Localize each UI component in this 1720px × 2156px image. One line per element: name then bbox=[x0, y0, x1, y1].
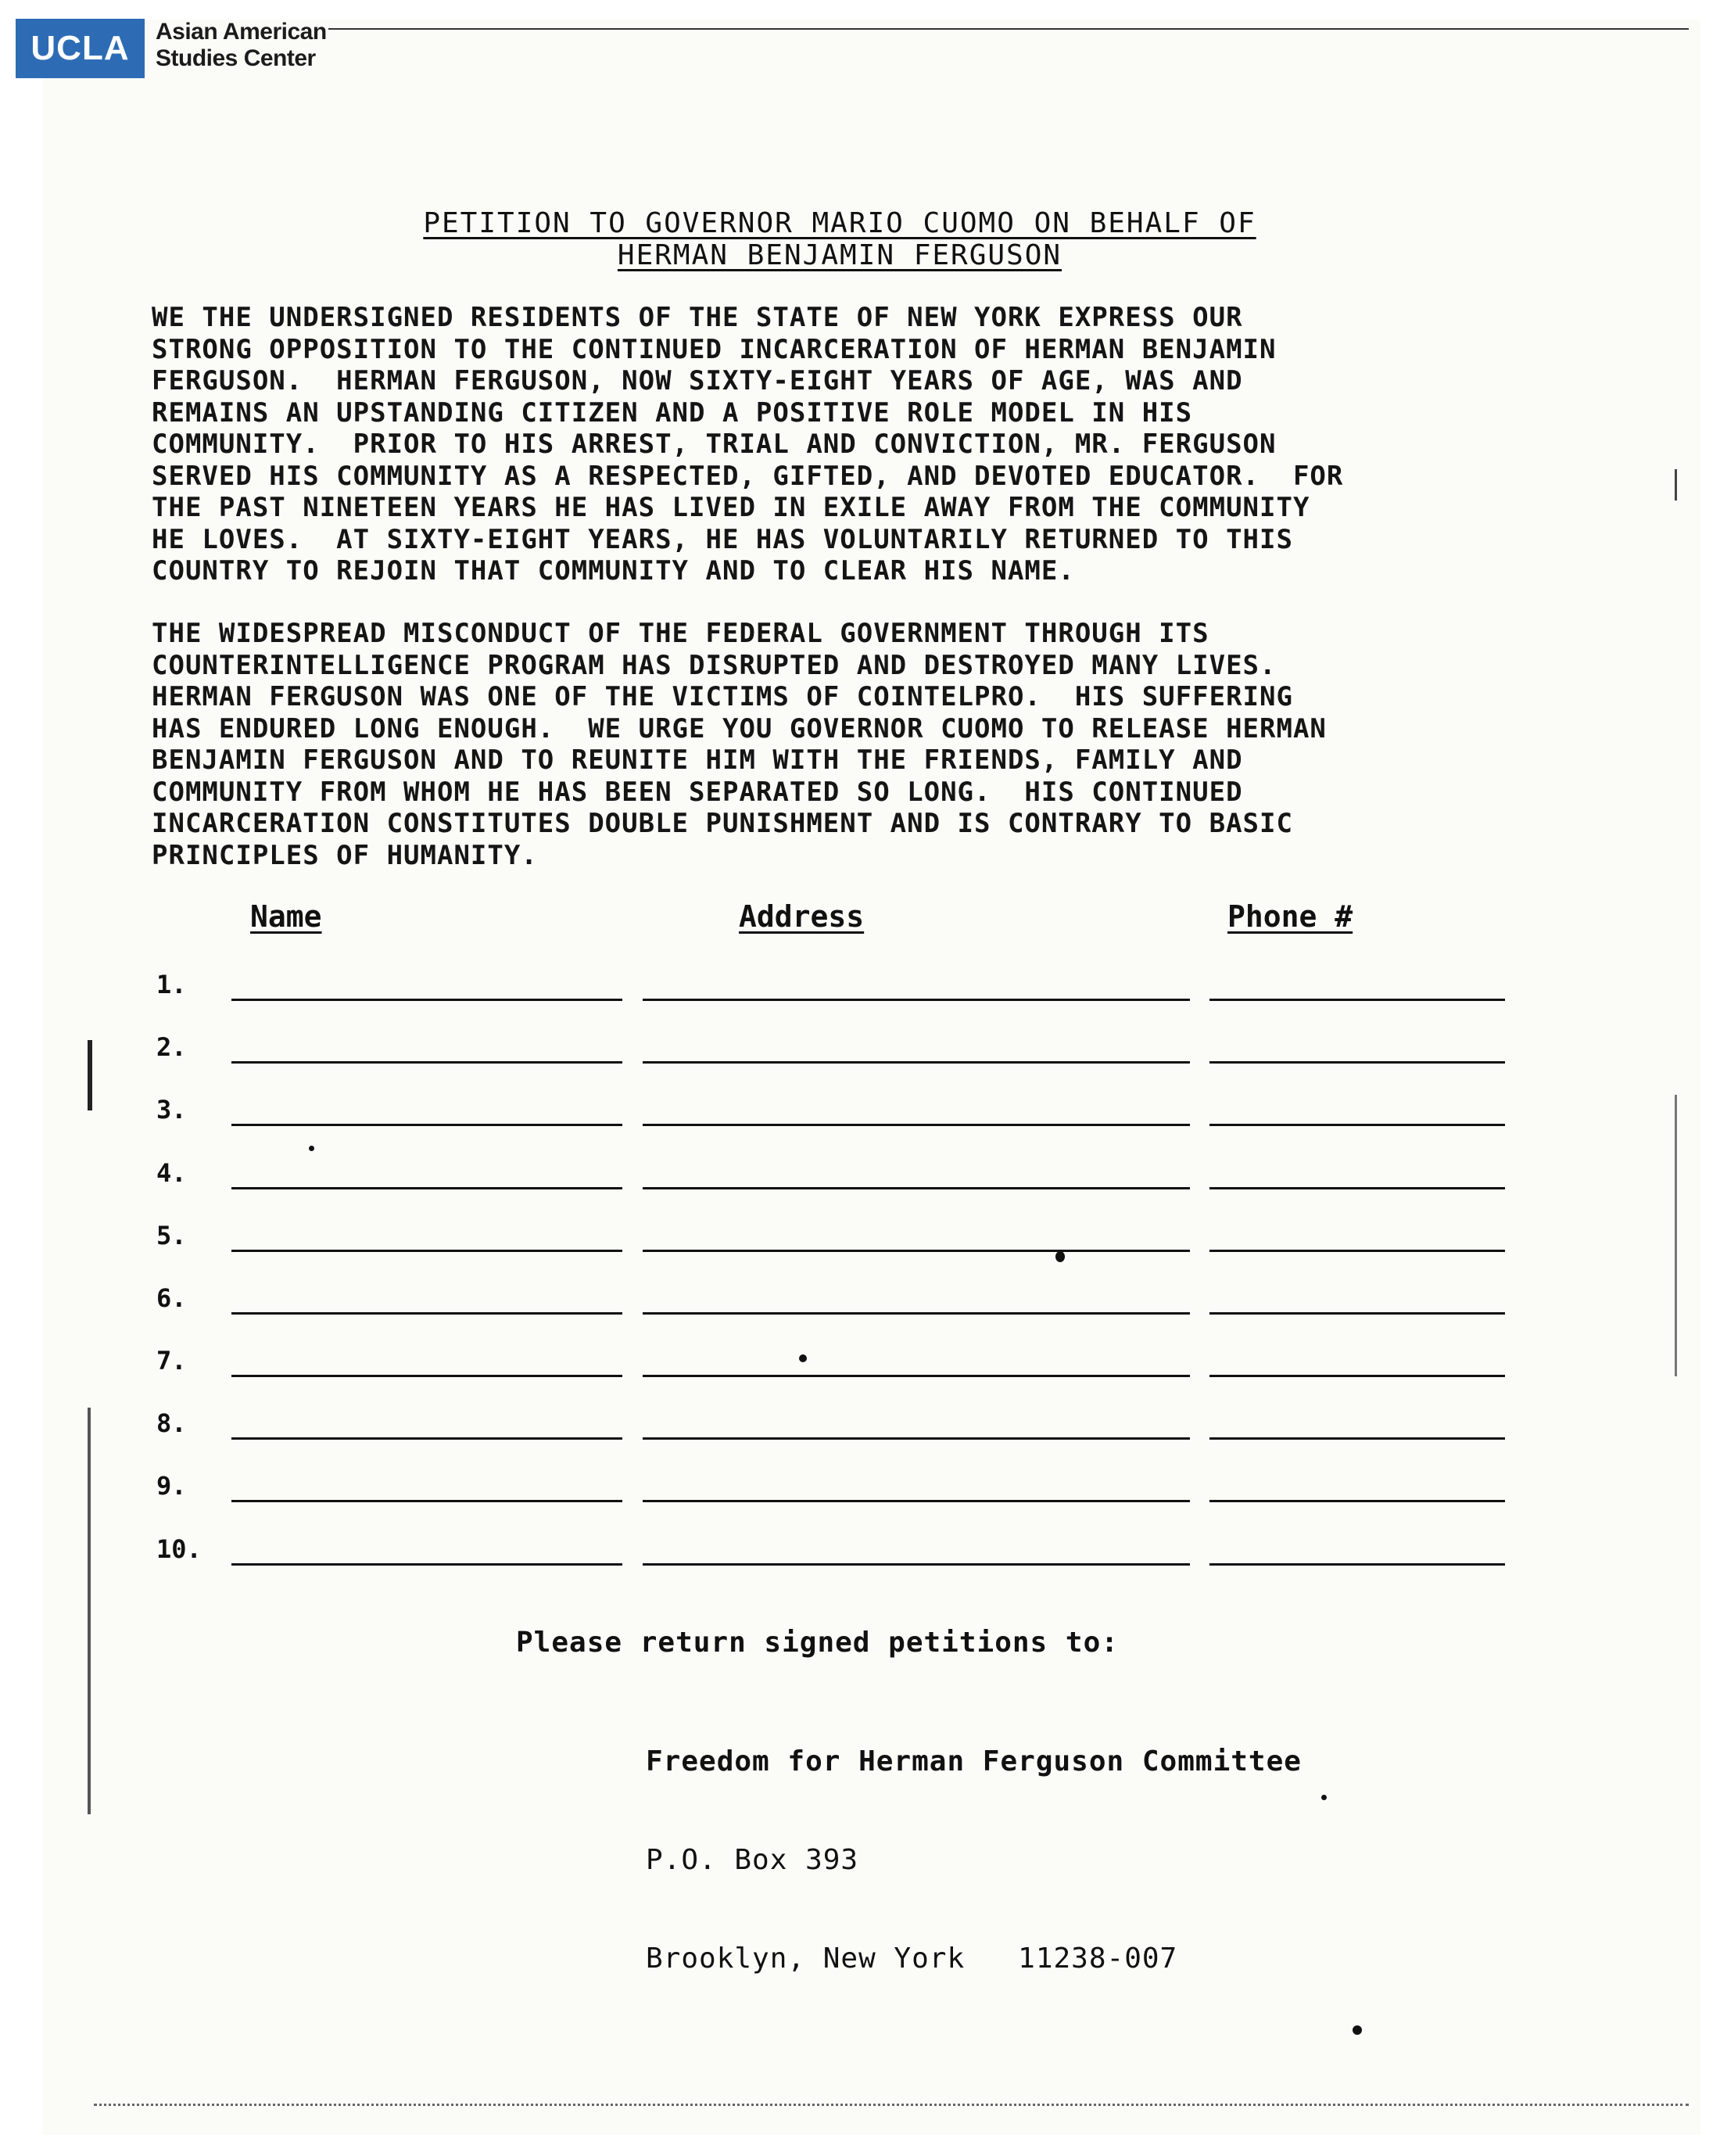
signature-row-8 bbox=[156, 1408, 1509, 1440]
center-name-line1: Asian American bbox=[156, 19, 327, 45]
row-number: 10. bbox=[156, 1534, 202, 1564]
row-number: 6. bbox=[156, 1283, 187, 1313]
ucla-mark: UCLA bbox=[16, 19, 145, 78]
name-line[interactable] bbox=[231, 1124, 622, 1126]
committee-name: Freedom for Herman Ferguson Committee bbox=[646, 1745, 1302, 1778]
signature-row-10 bbox=[156, 1534, 1509, 1566]
address-line[interactable] bbox=[643, 1375, 1190, 1377]
row-number: 3. bbox=[156, 1095, 187, 1125]
scan-top-edge bbox=[328, 28, 1689, 30]
signature-row-1 bbox=[156, 970, 1509, 1001]
address-line[interactable] bbox=[643, 1061, 1190, 1064]
center-name bbox=[156, 19, 327, 72]
name-line[interactable] bbox=[231, 1500, 622, 1502]
address-line[interactable] bbox=[643, 1250, 1190, 1252]
scan-right-streak bbox=[1675, 1095, 1677, 1376]
phone-line[interactable] bbox=[1209, 999, 1505, 1001]
phone-line[interactable] bbox=[1209, 1375, 1505, 1377]
return-address-block bbox=[646, 1680, 1302, 2008]
scan-dot bbox=[1321, 1795, 1327, 1800]
name-line[interactable] bbox=[231, 1187, 622, 1189]
phone-line[interactable] bbox=[1209, 1250, 1505, 1252]
center-name-line2: Studies Center bbox=[156, 45, 316, 71]
scan-dot bbox=[1353, 2025, 1362, 2035]
address-line[interactable] bbox=[643, 1124, 1190, 1126]
phone-line[interactable] bbox=[1209, 1437, 1505, 1440]
po-box: P.O. Box 393 bbox=[646, 1844, 859, 1876]
scan-dot bbox=[1055, 1251, 1065, 1262]
row-number: 9. bbox=[156, 1471, 187, 1501]
phone-line[interactable] bbox=[1209, 1563, 1505, 1566]
name-line[interactable] bbox=[231, 999, 622, 1001]
phone-line[interactable] bbox=[1209, 1187, 1505, 1189]
name-line[interactable] bbox=[231, 1250, 622, 1252]
ucla-logo bbox=[16, 19, 327, 78]
row-number: 5. bbox=[156, 1221, 187, 1250]
address-line[interactable] bbox=[643, 1500, 1190, 1502]
name-line[interactable] bbox=[231, 1312, 622, 1315]
row-number: 2. bbox=[156, 1032, 187, 1062]
row-number: 1. bbox=[156, 970, 187, 999]
column-header-name: Name bbox=[250, 899, 322, 934]
signature-row-7 bbox=[156, 1346, 1509, 1377]
signature-row-6 bbox=[156, 1283, 1509, 1315]
name-line[interactable] bbox=[231, 1437, 622, 1440]
signature-row-2 bbox=[156, 1032, 1509, 1064]
scan-dot bbox=[799, 1354, 807, 1362]
address-line[interactable] bbox=[643, 1312, 1190, 1315]
petition-title-line2: HERMAN BENJAMIN FERGUSON bbox=[617, 239, 1062, 271]
petition-title-line1: PETITION TO GOVERNOR MARIO CUOMO ON BEHALF OF bbox=[423, 207, 1256, 239]
scan-dot bbox=[309, 1146, 314, 1151]
name-line[interactable] bbox=[231, 1375, 622, 1377]
phone-line[interactable] bbox=[1209, 1061, 1505, 1064]
column-header-address: Address bbox=[739, 899, 865, 934]
signature-row-3 bbox=[156, 1095, 1509, 1126]
phone-line[interactable] bbox=[1209, 1312, 1505, 1315]
scan-right-speck bbox=[1675, 469, 1677, 500]
petition-paragraph-1: WE THE UNDERSIGNED RESIDENTS OF THE STATE OF NEW YORK EXPRESS OUR STRONG OPPOSITION TO THE CONTINUED INCARCERATION OF HERMAN BENJAMIN FERGUSON. HERMAN FERGUSON, NOW SIXTY-EIGHT YEARS OF AGE, WAS AND REMAINS AN UPSTANDING CITIZEN AND A POSITIVE ROLE MODEL IN HIS COMMUNITY. PRIOR TO HIS ARREST, TRIAL AND CONVICTION, MR. FERGUSON SERVED HIS COMMUNITY AS A RESPECTED, GIFTED, AND DEVOTED EDUCATOR. FOR THE PAST NINETEEN YEARS HE HAS LIVED IN EXILE AWAY FROM THE COMMUNITY HE LOVES. AT SIXTY-EIGHT YEARS, HE HAS VOLUNTARILY RETURNED TO THIS COUNTRY TO REJOIN THAT COMMUNITY AND TO CLEAR HIS NAME. bbox=[152, 302, 1344, 587]
scan-left-speck bbox=[88, 1040, 92, 1110]
address-line[interactable] bbox=[643, 1187, 1190, 1189]
petition-paragraph-2: THE WIDESPREAD MISCONDUCT OF THE FEDERAL GOVERNMENT THROUGH ITS COUNTERINTELLIGENCE PROGRAM HAS DISRUPTED AND DESTROYED MANY LIVES. HERMAN FERGUSON WAS ONE OF THE VICTIMS OF COINTELPRO. HIS SUFFERING HAS ENDURED LONG ENOUGH. WE URGE YOU GOVERNOR CUOMO TO RELEASE HERMAN BENJAMIN FERGUSON AND TO REUNITE HIM WITH THE FRIENDS, FAMILY AND COMMUNITY FROM WHOM HE HAS BEEN SEPARATED SO LONG. HIS CONTINUED INCARCERATION CONSTITUTES DOUBLE PUNISHMENT AND IS CONTRARY TO BASIC PRINCIPLES OF HUMANITY. bbox=[152, 618, 1327, 871]
city-state-zip: Brooklyn, New York 11238-007 bbox=[646, 1943, 1178, 1975]
name-line[interactable] bbox=[231, 1061, 622, 1064]
phone-line[interactable] bbox=[1209, 1500, 1505, 1502]
address-line[interactable] bbox=[643, 1563, 1190, 1566]
signature-row-9 bbox=[156, 1471, 1509, 1502]
signature-row-5 bbox=[156, 1221, 1509, 1252]
phone-line[interactable] bbox=[1209, 1124, 1505, 1126]
row-number: 7. bbox=[156, 1346, 187, 1376]
row-number: 8. bbox=[156, 1408, 187, 1438]
address-line[interactable] bbox=[643, 1437, 1190, 1440]
signature-row-4 bbox=[156, 1158, 1509, 1189]
column-header-phone: Phone # bbox=[1227, 899, 1353, 934]
row-number: 4. bbox=[156, 1158, 187, 1188]
name-line[interactable] bbox=[231, 1563, 622, 1566]
scan-left-streak bbox=[88, 1408, 91, 1814]
scan-bottom-edge bbox=[94, 2104, 1689, 2106]
address-line[interactable] bbox=[643, 999, 1190, 1001]
return-instructions: Please return signed petitions to: bbox=[516, 1627, 1119, 1659]
